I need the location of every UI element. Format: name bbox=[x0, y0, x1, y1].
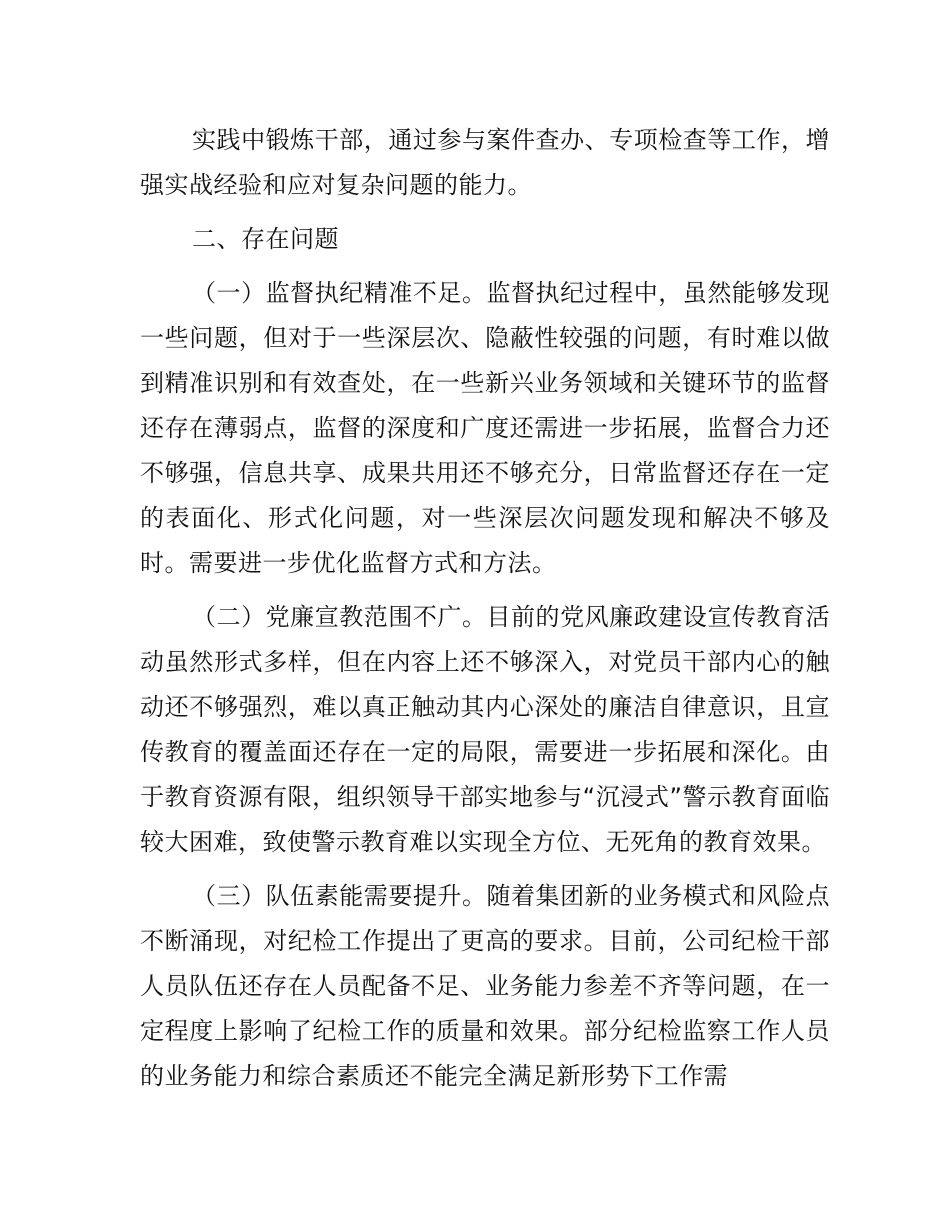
paragraph-issue-2: （二）党廉宣教范围不广。目前的党风廉政建设宣传教育活动虽然形式多样，但在内容上还不够深入，对党员干部内心的触动还不够强烈，难以真正触动其内心深处的廉洁自律意识，且宣传教育的覆盖面还存在一定的局限，需要进一步拓展和深化。由于教育资源有限，组织领导干部实地参与“沉浸式”警示教育面临较大困难，致使警示教育难以实现全方位、无死角的教育效果。 bbox=[140, 603, 830, 856]
section-heading: 二、存在问题 bbox=[192, 225, 339, 253]
paragraph-issue-1: （一）监督执纪精准不足。监督执纪过程中，虽然能够发现一些问题，但对于一些深层次、隐蔽性较强的问题，有时难以做到精准识别和有效查处，在一些新兴业务领域和关键环节的监督还存在薄弱点，监督的深度和广度还需进一步拓展，监督合力还不够强，信息共享、成果共用还不够充分，日常监督还存在一定的表面化、形式化问题，对一些深层次问题发现和解决不够及时。需要进一步优化监督方式和方法。 bbox=[140, 279, 830, 577]
document-body bbox=[140, 118, 830, 1108]
paragraph-continuation: 实践中锻炼干部，通过参与案件查办、专项检查等工作，增强实战经验和应对复杂问题的能力。 bbox=[140, 126, 830, 199]
paragraph-issue-3: （三）队伍素能需要提升。随着集团新的业务模式和风险点不断涌现，对纪检工作提出了更高的要求。目前，公司纪检干部人员队伍还存在人员配备不足、业务能力参差不齐等问题，在一定程度上影响了纪检工作的质量和效果。部分纪检监察工作人员的业务能力和综合素质还不能完全满足新形势下工作需 bbox=[140, 882, 830, 1090]
